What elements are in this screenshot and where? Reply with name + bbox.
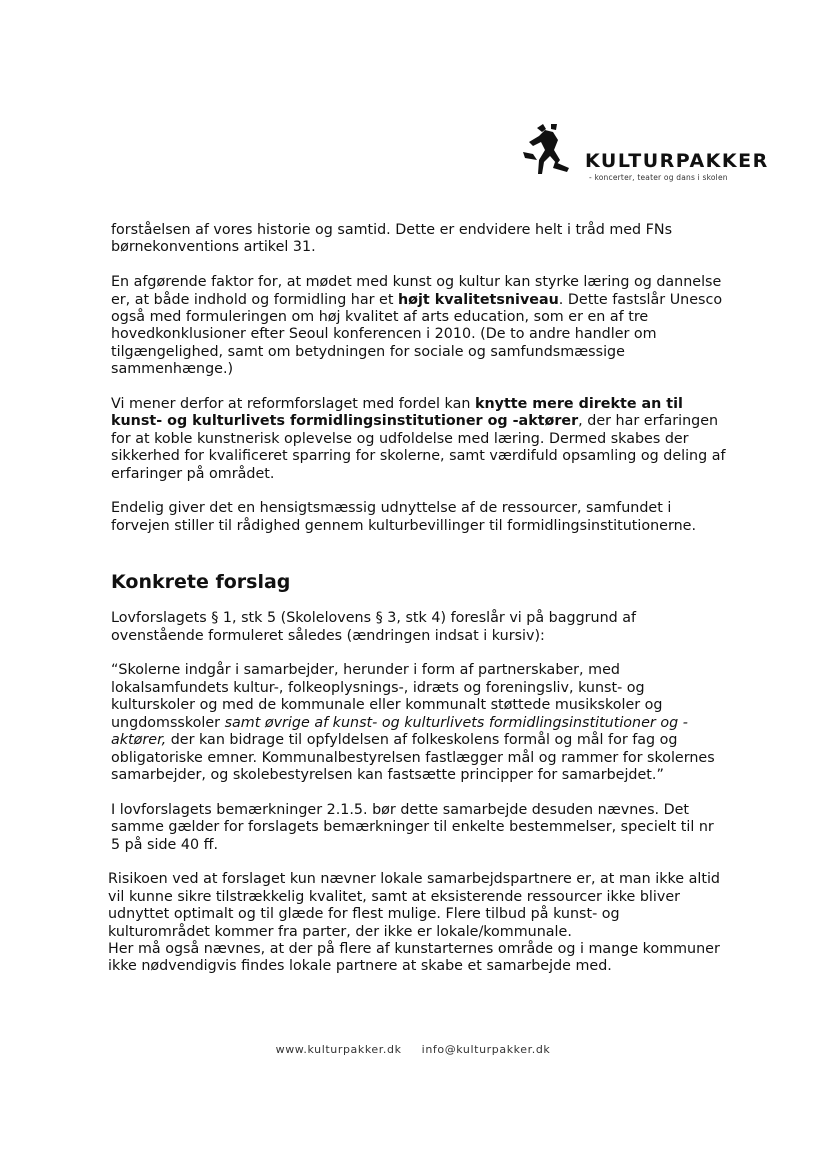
paragraph-proposal: Lovforslagets § 1, stk 5 (Skolelovens § 3, stk 4) foreslår vi på baggrund af ovenstående formuleret således (ændringen indsat i kursiv): — [111, 610, 637, 644]
kulturpakker-logo — [515, 122, 769, 186]
text-run: . Dette fastslår Unesco også med formuleringen om høj kvalitet af arts education, som er en af tre hovedkonklusioner efter Seoul konferencen i 2010. (De to andre handler om tilgængelighed, samt om betydningen for sociale og samfundsmæssige sammenhænge.) — [111, 291, 723, 378]
logo-wordmark: KULTURPAKKER — [585, 150, 769, 172]
bold-phrase: højt kvalitetsniveau — [398, 291, 559, 308]
text-run: Risikoen ved at forslaget kun nævner lokale samarbejdspartnere er, at man ikke altid vil kunne sikre tilstrækkelig kvalitet, samt at eksisterende ressourcer ikke bliver udnyttet optimalt og til glæde for flest mulige. Flere tilbud på kunst- og kulturområdet kommer fra parter, der ikke er lokale/kommunale. — [108, 871, 721, 940]
text-run: En afgørende faktor for, at mødet med kunst og kultur kan styrke læring og dannelse er, at både indhold og formidling har et — [111, 274, 722, 308]
paragraph-intro: forståelsen af vores historie og samtid. Dette er endvidere helt i tråd med FNs børnekonventions artikel 31. — [111, 222, 673, 256]
footer-website-link[interactable]: www.kulturpakker.dk — [275, 1043, 402, 1056]
page-footer — [0, 1043, 826, 1056]
text-run: , der har erfaringen for at koble kunstnerisk oplevelse og udfoldelse med læring. Dermed skabes der sikkerhed for kvalificeret sparring for skolerne, samt værdifuld opsamling og deling af erfaringer på området. — [111, 413, 726, 482]
text-run: Her må også nævnes, at der på flere af kunstarternes område og i mange kommuner ikke nødvendigvis findes lokale partnere at skabe et samarbejde med. — [108, 940, 720, 975]
bold-phrase: knytte mere direkte an til kunst- og kulturlivets formidlingsinstitutioner og -aktører — [111, 396, 683, 430]
text-run: Vi mener derfor at reformforslaget med fordel kan — [111, 396, 475, 413]
dancer-figure-icon — [515, 122, 585, 186]
paragraph-remarks: I lovforslagets bemærkninger 2.1.5. bør dette samarbejde desuden nævnes. Det samme gælder for forslagets bemærkninger til enkelte bestemmelser, specielt til nr 5 på side 40 ff. — [111, 801, 714, 853]
paragraph-quality — [111, 274, 726, 378]
paragraph-resources: Endelig giver det en hensigtsmæssig udnyttelse af de ressourcer, samfundet i forvejen stiller til rådighed gennem kulturbevillinger til formidlingsinstitutionerne. — [111, 500, 697, 534]
document-body — [108, 222, 726, 993]
italic-phrase: samt øvrige af kunst- og kulturlivets formidlingsinstitutioner og -aktører, — [111, 714, 688, 749]
paragraph-quote — [111, 662, 726, 784]
paragraph-risk — [108, 871, 726, 975]
section-heading: Konkrete forslag — [111, 571, 291, 594]
paragraph-reform — [111, 396, 726, 483]
logo-tagline: - koncerter, teater og dans i skolen — [589, 173, 728, 182]
footer-email-link[interactable]: info@kulturpakker.dk — [421, 1043, 551, 1056]
text-run: “Skolerne indgår i samarbejder, herunder i form af partnerskaber, med lokalsamfundets kultur-, folkeoplysnings-, idræts og foreningsliv, kunst- og kulturskoler og med de kommunale eller kommunalt støttede musikskoler og ungdomsskoler — [111, 662, 663, 731]
text-run: der kan bidrage til opfyldelsen af folkeskolens formål og mål for fag og obligatoriske emner. Kommunalbestyrelsen fastlægger mål og rammer for skolernes samarbejder, og skolebestyrelsen kan fastsætte principper for samarbejdet.” — [111, 732, 715, 783]
